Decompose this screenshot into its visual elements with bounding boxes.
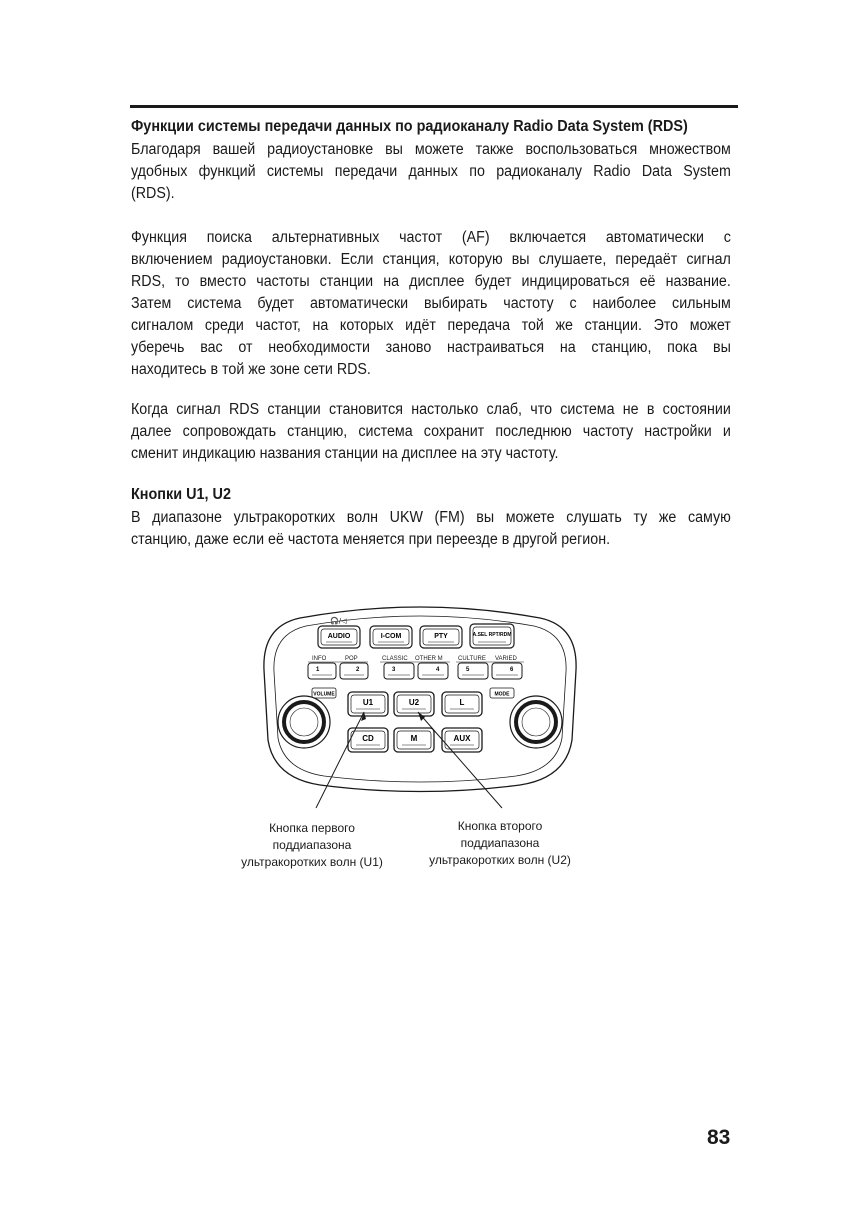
preset-4-button[interactable]: [418, 663, 448, 679]
callout-u1: [212, 820, 412, 871]
preset-2-button[interactable]: [340, 663, 368, 679]
m-button[interactable]: [394, 728, 434, 752]
text-line: удобных функций системы передачи данных по радиоканалу Radio Data System: [131, 163, 731, 180]
preset-label-pop: POP: [345, 656, 358, 662]
mode-label: MODE: [494, 691, 510, 698]
preset-3-button[interactable]: [384, 663, 414, 679]
text-line: RDS, то вместо частоты станции на дисплее будет индицироваться её название.: [131, 273, 731, 290]
preset-number: 6: [510, 667, 514, 673]
text-line: Затем система будет автоматически выбирать частоту с наиболее сильным: [131, 295, 731, 312]
callout-u2: [400, 818, 600, 869]
pty-button[interactable]: [420, 626, 462, 648]
source-buttons: [348, 728, 482, 752]
audio-button[interactable]: [318, 626, 360, 648]
button-label: PTY: [434, 633, 448, 640]
callout-line: поддиапазона: [460, 836, 540, 850]
preset-number: 1: [316, 667, 320, 673]
callout-line: Кнопка второго: [457, 819, 543, 833]
preset-label-other-m: OTHER M: [415, 656, 443, 662]
mode-tag: [490, 688, 514, 698]
text-line: уберечь вас от необходимости заново настраиваться на станцию, пока вы: [131, 339, 731, 356]
callout-line: ультракоротких волн (U2): [429, 853, 571, 867]
radio-panel-illustration: [240, 600, 600, 815]
paragraph-rds-intro: [131, 139, 731, 205]
text-line: сигналом среди частот, на которых идёт передача той же станции. Это может: [131, 317, 731, 334]
button-label: L: [459, 698, 465, 707]
preset-label-varied: VARIED: [495, 656, 517, 662]
preset-label-info: INFO: [312, 656, 327, 662]
text-line: находитесь в той же зоне сети RDS.: [131, 361, 371, 378]
preset-1-button[interactable]: [308, 663, 336, 679]
text-line: Когда сигнал RDS станции становится настолько слаб, что система не в состоянии: [131, 401, 731, 418]
page-number: 83: [707, 1126, 731, 1149]
text-line: В диапазоне ультракоротких волн UKW (FM) вы можете слушать ту же самую: [131, 509, 731, 526]
mode-knob[interactable]: [510, 696, 562, 748]
text-line: Функция поиска альтернативных частот (AF) включается автоматически с: [131, 229, 731, 246]
text-line: сменит индикацию названия станции на дисплее на эту частоту.: [131, 445, 559, 462]
preset-5-button[interactable]: [458, 663, 488, 679]
text-line: включением радиоустановки. Если станция, которую вы слушаете, передаёт сигнал: [131, 251, 731, 268]
text-line: (RDS).: [131, 185, 175, 202]
header-rule: [130, 105, 738, 108]
button-label: M: [410, 734, 418, 743]
callout-line: Кнопка первого: [269, 821, 355, 835]
text-line: Благодаря вашей радиоустановке вы можете также воспользоваться множеством: [131, 141, 731, 158]
asel-rpt-rdm-button[interactable]: [470, 624, 514, 648]
icom-button[interactable]: [370, 626, 412, 648]
preset-number: 2: [356, 667, 360, 673]
text-line: далее сопровождать станцию, система сохранит последнюю частоту настройки и: [131, 423, 731, 440]
volume-knob[interactable]: [278, 696, 330, 748]
callout-line: поддиапазона: [272, 838, 352, 852]
paragraph-rds-af: [131, 227, 731, 381]
button-label: AUDIO: [327, 633, 351, 640]
button-label: I-COM: [380, 633, 402, 640]
section-heading-rds: Функции системы передачи данных по радиоканалу Radio Data System (RDS): [131, 118, 688, 135]
preset-number: 3: [392, 667, 396, 673]
paragraph-rds-weak-signal: [131, 399, 731, 465]
headphone-icon: 🎧/◁: [330, 617, 347, 625]
section-heading-u1-u2: Кнопки U1, U2: [131, 486, 231, 503]
button-label: CD: [362, 734, 374, 743]
preset-6-button[interactable]: [492, 663, 522, 679]
preset-number: 4: [436, 667, 440, 673]
text-line: станцию, даже если её частота меняется при переезде в другой регион.: [131, 531, 611, 548]
callout-line: ультракоротких волн (U1): [241, 855, 383, 869]
preset-label-classic: CLASSIC: [382, 656, 408, 662]
button-label: A.SEL RPT/RDM: [472, 632, 512, 638]
u1-button[interactable]: [348, 692, 388, 716]
l-button[interactable]: [442, 692, 482, 716]
button-label: AUX: [453, 734, 471, 743]
u2-button[interactable]: [394, 692, 434, 716]
preset-label-culture: CULTURE: [458, 656, 486, 662]
band-buttons: [348, 692, 482, 716]
button-label: U2: [408, 698, 420, 707]
button-label: U1: [362, 698, 374, 707]
paragraph-u1-u2: [131, 507, 731, 551]
aux-button[interactable]: [442, 728, 482, 752]
volume-tag: [312, 688, 336, 698]
volume-label: VOLUME: [313, 691, 335, 698]
preset-number: 5: [466, 667, 470, 673]
